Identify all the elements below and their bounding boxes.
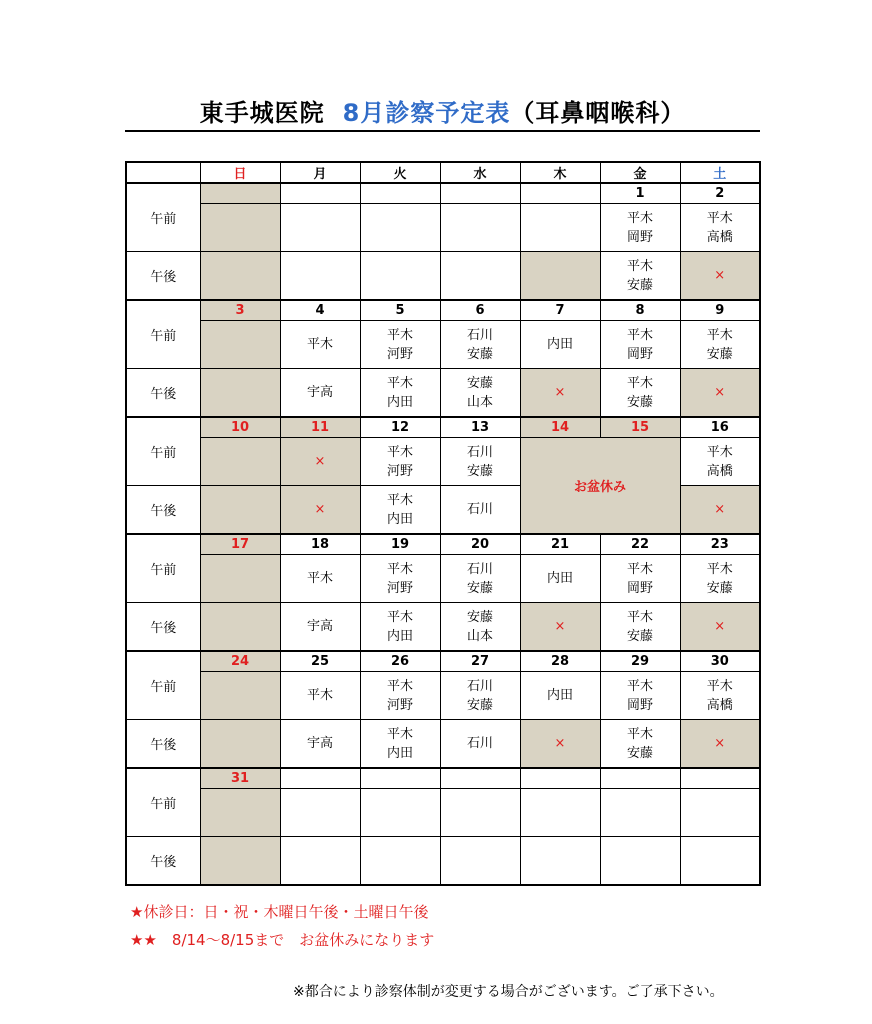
clinic-name: 東手城医院 — [199, 99, 325, 127]
date-row — [126, 534, 760, 555]
empty-cell — [200, 252, 280, 301]
doctor-names: 平木 安藤 — [706, 327, 733, 362]
empty-cell — [440, 837, 520, 886]
doctor-names: 石川 安藤 — [466, 327, 493, 362]
date-cell: 31 — [200, 768, 280, 789]
date-row — [126, 768, 760, 789]
doctor-names: 平木 岡野 — [626, 561, 653, 596]
doctor-names: 石川 安藤 — [466, 561, 493, 596]
doctor-cell — [520, 555, 600, 603]
doctor-cell — [680, 555, 760, 603]
date-cell: 27 — [440, 651, 520, 672]
am-row — [126, 789, 760, 837]
closed-mark: × — [714, 619, 726, 634]
closed-mark-cell — [680, 486, 760, 535]
empty-cell — [520, 789, 600, 837]
doctor-cell — [440, 720, 520, 769]
period-label-am: 午前 — [126, 651, 200, 720]
date-cell — [280, 183, 360, 204]
doctor-cell — [360, 486, 440, 535]
empty-cell — [200, 603, 280, 652]
date-cell: 17 — [200, 534, 280, 555]
empty-cell — [520, 204, 600, 252]
am-row — [126, 555, 760, 603]
doctor-names: 平木 河野 — [386, 678, 413, 713]
date-cell: 26 — [360, 651, 440, 672]
doctor-cell — [360, 438, 440, 486]
doctor-names: 内田 — [546, 337, 573, 352]
empty-cell — [200, 369, 280, 418]
empty-cell — [280, 252, 360, 301]
date-row — [126, 651, 760, 672]
date-cell — [520, 768, 600, 789]
date-cell: 18 — [280, 534, 360, 555]
page-title — [125, 96, 760, 130]
date-cell: 4 — [280, 300, 360, 321]
doctor-cell — [440, 369, 520, 418]
doctor-cell — [680, 321, 760, 369]
empty-cell — [200, 438, 280, 486]
doctor-cell — [360, 603, 440, 652]
weekday-fri: 金 — [600, 162, 680, 183]
doctor-cell — [280, 720, 360, 769]
date-cell: 28 — [520, 651, 600, 672]
title-bar — [125, 96, 760, 132]
doctor-names: 平木 高橋 — [706, 678, 733, 713]
doctor-names: 平木 岡野 — [626, 327, 653, 362]
doctor-names: 平木 安藤 — [626, 726, 653, 761]
closed-mark: × — [314, 502, 326, 517]
date-cell: 14 — [520, 417, 600, 438]
doctor-cell — [600, 252, 680, 301]
doctor-names: 平木 岡野 — [626, 210, 653, 245]
doctor-cell — [360, 369, 440, 418]
closed-mark: × — [554, 736, 566, 751]
doctor-cell — [440, 486, 520, 535]
empty-cell — [520, 252, 600, 301]
date-cell: 9 — [680, 300, 760, 321]
period-label-am: 午前 — [126, 417, 200, 486]
closed-mark: × — [714, 385, 726, 400]
date-cell: 25 — [280, 651, 360, 672]
doctor-names: 平木 河野 — [386, 327, 413, 362]
empty-cell — [440, 789, 520, 837]
date-cell: 22 — [600, 534, 680, 555]
empty-cell — [520, 837, 600, 886]
weekday-thu: 木 — [520, 162, 600, 183]
doctor-cell — [360, 672, 440, 720]
date-cell: 23 — [680, 534, 760, 555]
doctor-cell — [280, 321, 360, 369]
date-cell: 30 — [680, 651, 760, 672]
obon-holiday-cell: お盆休み — [520, 438, 680, 535]
period-label-pm: 午後 — [126, 720, 200, 769]
closed-mark-cell — [680, 603, 760, 652]
date-row — [126, 300, 760, 321]
empty-cell — [360, 252, 440, 301]
weekday-sun: 日 — [200, 162, 280, 183]
period-label-pm: 午後 — [126, 486, 200, 535]
doctor-cell — [440, 603, 520, 652]
date-cell: 8 — [600, 300, 680, 321]
date-cell — [680, 768, 760, 789]
closed-mark: × — [554, 385, 566, 400]
doctor-names: 宇高 — [306, 385, 333, 400]
date-cell: 5 — [360, 300, 440, 321]
pm-row — [126, 720, 760, 769]
department: （耳鼻咽喉科） — [510, 99, 686, 127]
closed-mark-cell — [520, 603, 600, 652]
period-label-pm: 午後 — [126, 369, 200, 418]
date-cell — [360, 768, 440, 789]
doctor-names: 内田 — [546, 571, 573, 586]
period-label-am: 午前 — [126, 183, 200, 252]
doctor-names: 安藤 山本 — [466, 375, 493, 410]
empty-cell — [360, 789, 440, 837]
doctor-names: 石川 安藤 — [466, 678, 493, 713]
closed-mark-cell — [680, 720, 760, 769]
date-cell: 7 — [520, 300, 600, 321]
closed-mark-cell — [520, 369, 600, 418]
date-cell: 10 — [200, 417, 280, 438]
date-cell: 3 — [200, 300, 280, 321]
doctor-cell — [360, 555, 440, 603]
doctor-names: 石川 — [466, 502, 493, 517]
empty-cell — [200, 720, 280, 769]
date-cell: 21 — [520, 534, 600, 555]
date-cell — [600, 768, 680, 789]
doctor-cell — [600, 603, 680, 652]
period-label-am: 午前 — [126, 534, 200, 603]
closed-mark: × — [714, 736, 726, 751]
empty-cell — [680, 789, 760, 837]
pm-row — [126, 252, 760, 301]
doctor-cell — [280, 672, 360, 720]
am-row — [126, 204, 760, 252]
empty-cell — [280, 204, 360, 252]
doctor-cell — [440, 555, 520, 603]
note-closed-days: ★休診日：日・祝・木曜日午後・土曜日午後 — [130, 903, 429, 921]
doctor-names: 石川 — [466, 736, 493, 751]
doctor-names: 平木 内田 — [386, 375, 413, 410]
doctor-cell — [520, 321, 600, 369]
doctor-cell — [680, 204, 760, 252]
doctor-cell — [600, 672, 680, 720]
closed-mark: × — [714, 268, 726, 283]
date-cell — [520, 183, 600, 204]
doctor-cell — [280, 603, 360, 652]
empty-cell — [200, 321, 280, 369]
doctor-cell — [600, 369, 680, 418]
date-cell: 6 — [440, 300, 520, 321]
date-row — [126, 417, 760, 438]
doctor-names: 内田 — [546, 688, 573, 703]
am-row — [126, 438, 760, 486]
empty-cell — [360, 837, 440, 886]
empty-cell — [280, 789, 360, 837]
weekday-mon: 月 — [280, 162, 360, 183]
date-cell: 16 — [680, 417, 760, 438]
doctor-names: 平木 高橋 — [706, 444, 733, 479]
doctor-cell — [680, 672, 760, 720]
date-row — [126, 183, 760, 204]
doctor-names: 平木 河野 — [386, 444, 413, 479]
doctor-cell — [440, 321, 520, 369]
doctor-cell — [680, 438, 760, 486]
doctor-cell — [360, 720, 440, 769]
doctor-names: 平木 — [306, 337, 333, 352]
date-cell: 2 — [680, 183, 760, 204]
weekday-sat: 土 — [680, 162, 760, 183]
closed-mark-cell — [280, 486, 360, 535]
empty-cell — [600, 789, 680, 837]
doctor-names: 平木 内田 — [386, 609, 413, 644]
doctor-names: 平木 岡野 — [626, 678, 653, 713]
am-row — [126, 672, 760, 720]
empty-cell — [680, 837, 760, 886]
doctor-cell — [360, 321, 440, 369]
date-cell — [440, 183, 520, 204]
weekday-wed: 水 — [440, 162, 520, 183]
empty-cell — [200, 672, 280, 720]
empty-cell — [280, 837, 360, 886]
closed-mark-cell — [280, 438, 360, 486]
date-cell — [280, 768, 360, 789]
doctor-cell — [280, 369, 360, 418]
empty-cell — [200, 789, 280, 837]
closed-mark: × — [314, 454, 326, 469]
pm-row — [126, 837, 760, 886]
period-label-am: 午前 — [126, 768, 200, 837]
date-cell: 15 — [600, 417, 680, 438]
footnote: ※都合により診察体制が変更する場合がございます。ご了承下さい。 — [293, 984, 724, 1000]
doctor-names: 平木 内田 — [386, 492, 413, 527]
note-obon: ★★ 8/14〜8/15まで お盆休みになります — [130, 931, 435, 949]
date-cell: 1 — [600, 183, 680, 204]
closed-mark-cell — [520, 720, 600, 769]
empty-cell — [200, 204, 280, 252]
doctor-names: 平木 高橋 — [706, 210, 733, 245]
closed-mark: × — [714, 502, 726, 517]
date-cell: 24 — [200, 651, 280, 672]
doctor-names: 平木 安藤 — [626, 258, 653, 293]
schedule-body — [126, 183, 760, 885]
date-cell — [200, 183, 280, 204]
period-label-pm: 午後 — [126, 252, 200, 301]
doctor-names: 平木 — [306, 571, 333, 586]
date-cell — [360, 183, 440, 204]
corner-cell — [126, 162, 200, 183]
pm-row — [126, 603, 760, 652]
period-label-pm: 午後 — [126, 603, 200, 652]
closed-mark-cell — [680, 252, 760, 301]
doctor-names: 平木 安藤 — [626, 609, 653, 644]
doctor-names: 平木 安藤 — [626, 375, 653, 410]
empty-cell — [200, 555, 280, 603]
doctor-cell — [600, 204, 680, 252]
date-cell: 29 — [600, 651, 680, 672]
closure-notes — [130, 898, 434, 954]
date-cell: 19 — [360, 534, 440, 555]
doctor-names: 宇高 — [306, 736, 333, 751]
schedule-month: 8月診察予定表 — [342, 99, 511, 127]
period-label-pm: 午後 — [126, 837, 200, 886]
empty-cell — [440, 252, 520, 301]
doctor-cell — [520, 672, 600, 720]
doctor-cell — [600, 555, 680, 603]
closed-mark-cell — [680, 369, 760, 418]
period-label-am: 午前 — [126, 300, 200, 369]
doctor-names: 石川 安藤 — [466, 444, 493, 479]
empty-cell — [200, 837, 280, 886]
doctor-cell — [280, 555, 360, 603]
date-cell: 13 — [440, 417, 520, 438]
doctor-cell — [600, 720, 680, 769]
doctor-cell — [440, 672, 520, 720]
doctor-names: 平木 内田 — [386, 726, 413, 761]
weekday-tue: 火 — [360, 162, 440, 183]
date-cell: 11 — [280, 417, 360, 438]
empty-cell — [440, 204, 520, 252]
pm-row — [126, 369, 760, 418]
doctor-cell — [600, 321, 680, 369]
schedule-table — [125, 161, 761, 886]
doctor-cell — [440, 438, 520, 486]
doctor-names: 宇高 — [306, 619, 333, 634]
empty-cell — [600, 837, 680, 886]
empty-cell — [360, 204, 440, 252]
date-cell — [440, 768, 520, 789]
empty-cell — [200, 486, 280, 535]
doctor-names: 平木 安藤 — [706, 561, 733, 596]
doctor-names: 安藤 山本 — [466, 609, 493, 644]
closed-mark: × — [554, 619, 566, 634]
date-cell: 12 — [360, 417, 440, 438]
weekday-header-row — [126, 162, 760, 183]
doctor-names: 平木 河野 — [386, 561, 413, 596]
doctor-names: 平木 — [306, 688, 333, 703]
am-row — [126, 321, 760, 369]
date-cell: 20 — [440, 534, 520, 555]
